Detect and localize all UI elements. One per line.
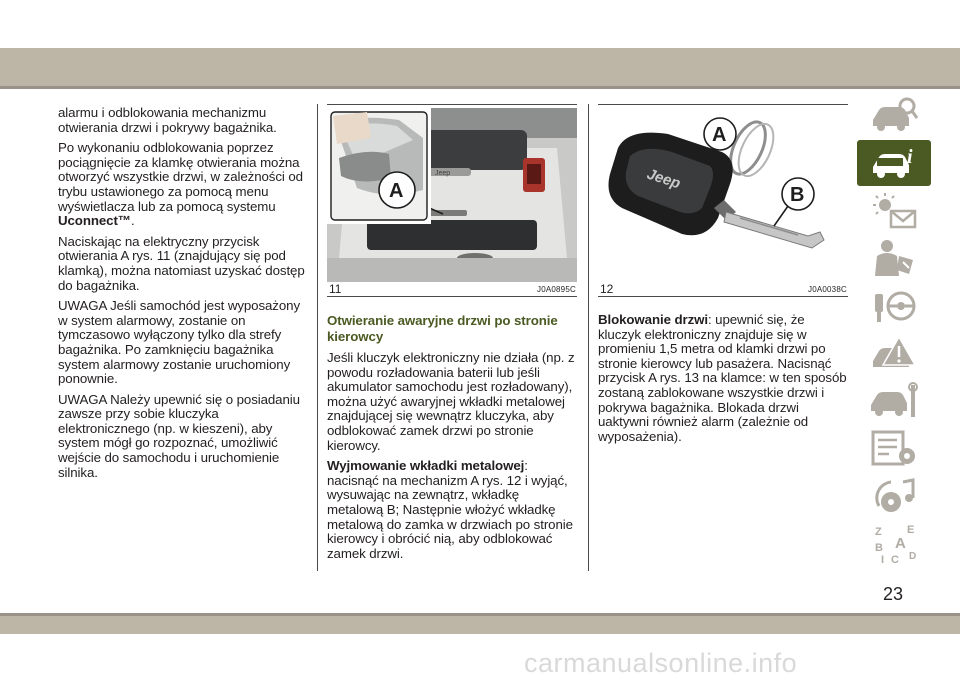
figure-11-image [327,108,577,282]
column-2 [327,313,577,567]
figure-12-label-b: B [790,184,805,206]
paragraph-3: Naciskając na elektryczny przycisk otwierania A rys. 11 (znajdujący się pod klamką), można natomiast uzyskać dostęp do bagażnika. [58,233,305,293]
tab-emergency[interactable] [857,330,931,376]
figure-11-number: 11 [329,282,342,296]
tab-airbag-safety[interactable] [857,235,931,281]
column-divider-1 [317,104,318,571]
tab-key-steering[interactable] [857,283,931,329]
car-search-icon [869,96,919,136]
tab-multimedia[interactable] [857,473,931,519]
svg-text:B: B [875,542,883,554]
figure-11-top-rule [327,104,577,105]
svg-text:Jeep: Jeep [644,165,683,193]
tab-maintenance[interactable] [857,378,931,424]
tab-index[interactable] [857,520,931,566]
header-band [0,48,960,86]
figure-12-top-rule [598,104,848,105]
airbag-safety-icon [869,238,919,278]
paragraph-metal-insert: Wyjmowanie wkładki metalowej: nacisnąć na mechanizm A rys. 12 i wyjąć, wysuwając na zewnątrz, wkładkę metalową B; Następnie włożyć wkładkę metalową do zamka w drzwiach po stronie kierowcy i obrócić nią, aby odblokować zamek drzwi. [327,458,573,561]
svg-text:E: E [907,524,915,536]
tab-car-search[interactable] [857,93,931,139]
warning-triangle-car-icon [869,333,919,373]
footer-band [0,616,960,634]
tab-lights-message[interactable] [857,188,931,234]
figure-12-label-a: A [712,124,727,146]
multimedia-icon [869,476,919,516]
note-key: UWAGA Należy upewnić się o posiadaniu zawsze przy sobie kluczyka elektronicznego (np. w kieszeni), aby system mógł go rozpoznać, umożliwić wejście do samochodu i uruchomienie silnika. [58,391,300,480]
header-band-line [0,86,960,89]
figure-12-code: J0A0038C [808,285,847,294]
figure-11-label-a: A [389,180,404,202]
watermark: carmanualsonline.info [524,648,798,678]
page-number: 23 [882,584,904,604]
key-steering-icon [869,286,919,326]
svg-text:I: I [881,554,885,565]
technical-data-icon [869,428,919,468]
car-rear-illustration [327,108,577,282]
locking-term: Blokowanie drzwi [598,312,708,327]
column-divider-2 [588,104,589,571]
metal-insert-term: Wyjmowanie wkładki metalowej [327,458,525,474]
svg-text:Jeep: Jeep [435,170,451,177]
svg-text:Z: Z [875,526,882,538]
tab-technical-data[interactable] [857,425,931,471]
tab-car-info[interactable] [857,140,931,186]
column-1 [58,106,308,486]
figure-12-image [598,108,848,282]
svg-text:A: A [895,535,906,552]
uconnect-term: Uconnect™ [58,213,131,229]
paragraph-locking: Blokowanie drzwi: upewnić się, że kluczyk elektroniczny znajduje się w promieniu 1,5 metra od klamki drzwi po stronie kierowcy lub pasażera. Nacisnąć przycisk A rys. 13 na klamce: w ten sposób zostaną zablokowane wszystkie drzwi i pokrywa bagażnika. Blokada drzwi uaktywni również alarm (zależnie od wyposażenia). [598,312,847,444]
figure-12-number: 12 [600,282,614,296]
figure-11-code: J0A0895C [537,285,576,294]
section-heading: Otwieranie awaryjne drzwi po stronie kierowcy [327,313,558,344]
car-info-icon [869,143,919,183]
paragraph-1: alarmu i odblokowania mechanizmu otwierania drzwi i pokrywy bagażnika. [58,105,277,135]
car-maintenance-icon [869,381,919,421]
key-fob-illustration [598,108,848,282]
figure-11-caption-rule [327,296,577,297]
column-3 [598,313,848,450]
paragraph-emergency: Jeśli kluczyk elektroniczny nie działa (np. z powodu rozładowania baterii lub jeśli akumulator samochodu jest rozładowany), można użyć awaryjnej wkładki metalowej znajdującej się wewnątrz kluczyka, aby odblokować zamek drzwi po stronie kierowcy. [327,350,575,453]
svg-text:D: D [909,551,917,562]
index-icon [869,521,919,565]
note-alarm: UWAGA Jeśli samochód jest wyposażony w system alarmowy, zostanie on tymczasowo wyłączony tylko dla strefy bagażnika. Po zamknięciu bagażnika system alarmowy zostanie uruchomiony ponownie. [58,298,300,387]
paragraph-2: Po wykonaniu odblokowania poprzez pociągnięcie za klamkę otwierania można otworzyć wszystkie drzwi, w zależności od trybu ustawionego za pomocą menu wyświetlacza lub za pomocą systemu Uconnect™. [58,140,303,229]
svg-text:C: C [891,554,899,565]
figure-12-caption-rule [598,296,848,297]
svg-text:i: i [907,146,913,168]
lights-message-icon [869,191,919,231]
